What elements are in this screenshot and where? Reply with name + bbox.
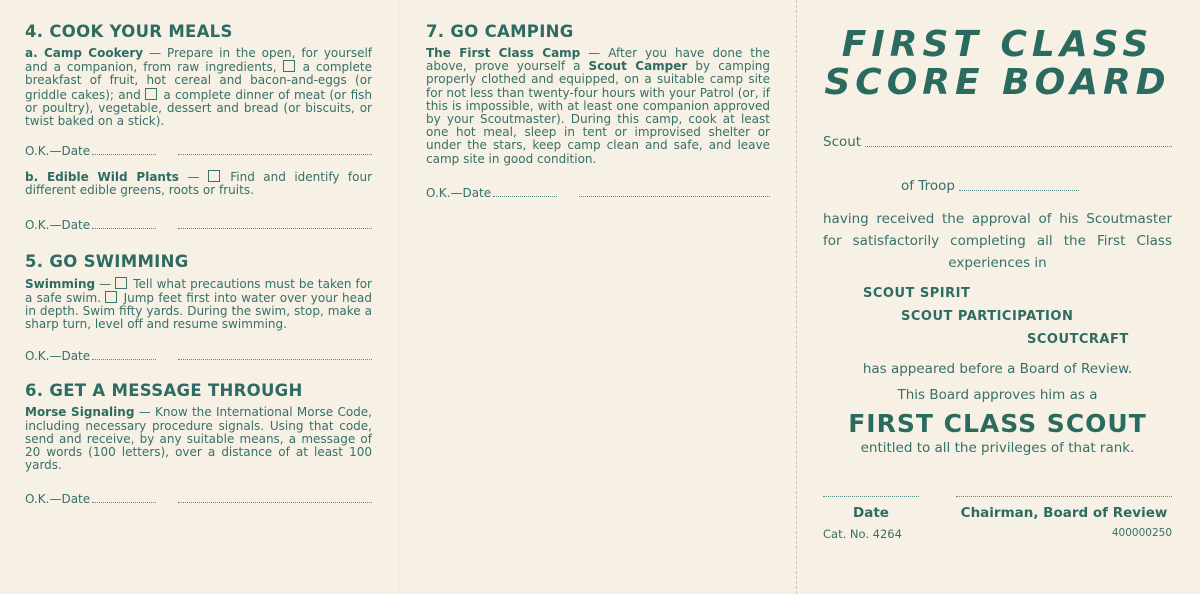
- edible-plants-text: b. Edible Wild Plants — Find and identify four different edible greens, roots or fruits.: [25, 170, 373, 198]
- checkbox-dinner[interactable]: [145, 88, 157, 100]
- troop-line[interactable]: [959, 190, 1079, 191]
- experience-scout-participation: SCOUT PARTICIPATION: [901, 309, 1074, 324]
- heading-cook-meals: 4. COOK YOUR MEALS: [25, 22, 233, 41]
- signature-line[interactable]: [579, 196, 770, 197]
- title-line-2: SCORE BOARD: [824, 62, 1171, 103]
- signature-line[interactable]: [178, 154, 372, 155]
- date-signature[interactable]: Date: [823, 496, 919, 521]
- date-line[interactable]: [823, 496, 919, 497]
- checkbox-edible-plants[interactable]: [208, 170, 220, 182]
- morse-lead: Morse Signaling: [25, 405, 135, 420]
- approves-text: This Board approves him as a: [897, 387, 1098, 403]
- checkbox-jump[interactable]: [105, 291, 117, 303]
- chairman-signature[interactable]: Chairman, Board of Review: [956, 496, 1172, 521]
- scout-name-field[interactable]: Scout: [823, 134, 1172, 150]
- ok-date-line[interactable]: O.K.—Date: [25, 347, 372, 363]
- camp-cookery-lead: a. Camp Cookery: [25, 46, 144, 60]
- rank-title: FIRST CLASS SCOUT: [848, 409, 1147, 438]
- experience-scout-spirit: SCOUT SPIRIT: [863, 286, 971, 301]
- scout-name-line[interactable]: [865, 146, 1172, 147]
- experience-scoutcraft: SCOUTCRAFT: [1027, 332, 1129, 347]
- camp-cookery-text: a. Camp Cookery — Prepare in the open, for yourself and a companion, from raw ingredients, a complete breakfast of fruit, hot cereal and bacon-and-eggs (or griddle cakes); and a complete dinner of meat (or fish or poultry), vegetable, dessert and bread (or biscuits, or twist baked on a stick).: [25, 46, 373, 129]
- signature-line[interactable]: [178, 228, 372, 229]
- signature-line[interactable]: [178, 502, 372, 503]
- panel-middle: [400, 0, 798, 594]
- camping-text: The First Class Camp — After you have done the above, prove yourself a Scout Camper by camping properly clothed and equipped, on a suitable camp site for not less than twenty-four hours with your Patrol (or, if this is impossible, with at least one companion approved by your Scoutmaster). During this camp, cook at least one hot meal, sleep in tent or improvised shelter or under the stars, keep camp clean and safe, and leave camp site in good condition.: [426, 46, 771, 166]
- troop-field[interactable]: of Troop: [823, 178, 1172, 194]
- ok-date-line[interactable]: O.K.—Date: [25, 490, 372, 506]
- ok-date-line[interactable]: O.K.—Date: [426, 184, 770, 200]
- chairman-line[interactable]: [956, 496, 1172, 497]
- camping-lead: The First Class Camp: [426, 46, 581, 60]
- ok-date-line[interactable]: O.K.—Date: [25, 216, 372, 232]
- morse-text: Morse Signaling — Know the International Morse Code, including necessary procedure signals. Using that code, send and receive, by any suitable means, a message of 20 words (100 letters), over a distance of at least 100 yards.: [25, 405, 372, 473]
- signature-line[interactable]: [178, 359, 372, 360]
- swimming-lead: Swimming: [25, 276, 96, 291]
- panel-right: [798, 0, 1200, 594]
- appeared-text: has appeared before a Board of Review.: [862, 361, 1133, 377]
- panel-left: [0, 0, 400, 594]
- signature-row: [823, 496, 1172, 521]
- approval-text: having received the approval of his Scoutmaster for satisfactorily completing all the First Class experiences in: [823, 211, 1172, 271]
- form-code: 400000250: [1111, 527, 1172, 539]
- privileges-text: entitled to all the privileges of that rank.: [860, 440, 1135, 456]
- edible-plants-lead: b. Edible Wild Plants: [25, 170, 179, 185]
- checkbox-precautions[interactable]: [115, 277, 127, 289]
- swimming-text: Swimming — Tell what precautions must be taken for a safe swim. Jump feet first into water over your head in depth. Swim fifty yards. During the swim, stop, make a sharp turn, level off and resume swimming.: [25, 276, 372, 332]
- heading-message-through: 6. GET A MESSAGE THROUGH: [25, 381, 303, 401]
- ok-date-line[interactable]: O.K.—Date: [25, 142, 372, 158]
- catalog-number: Cat. No. 4264: [823, 527, 902, 541]
- heading-go-swimming: 5. GO SWIMMING: [25, 251, 189, 271]
- checkbox-breakfast[interactable]: [283, 60, 295, 72]
- heading-go-camping: 7. GO CAMPING: [426, 22, 574, 41]
- title-line-1: FIRST CLASS: [841, 24, 1154, 65]
